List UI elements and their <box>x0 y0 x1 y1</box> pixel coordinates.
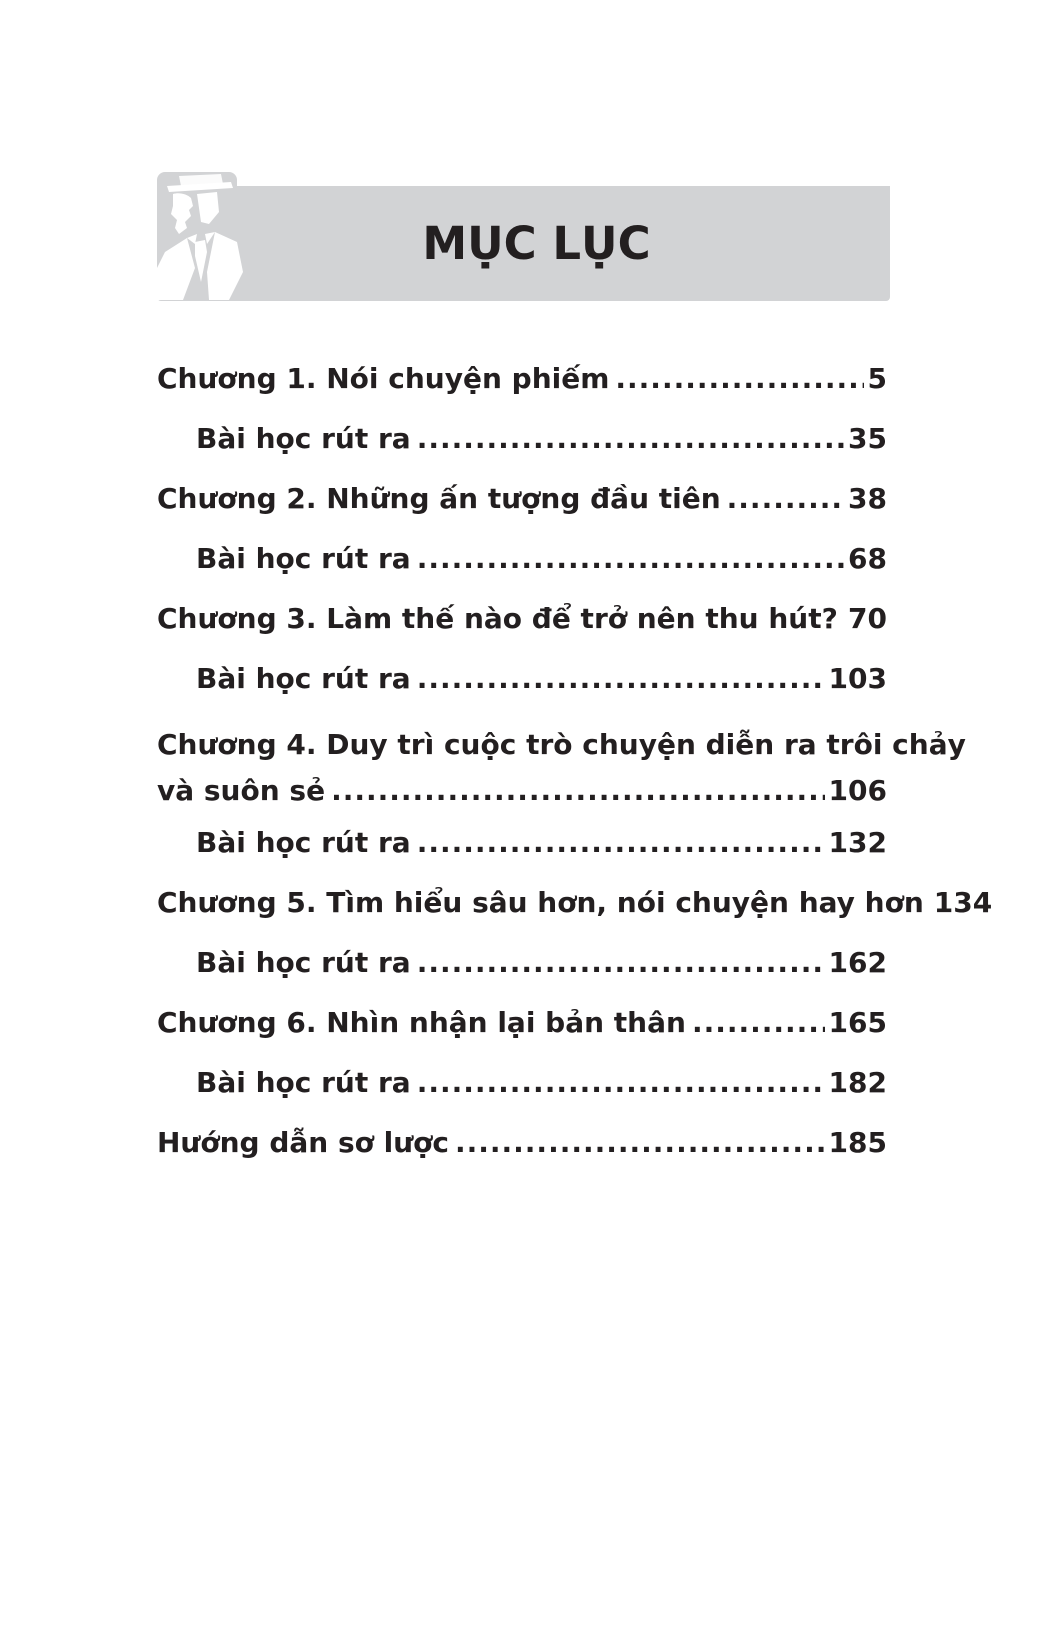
toc-entry-chapter-1[interactable] <box>157 362 887 422</box>
dot-leader <box>417 542 844 575</box>
toc-entry-page: 182 <box>828 1066 887 1099</box>
toc-entry-title: Bài học rút ra <box>196 662 411 695</box>
toc-entry-title: Chương 5. Tìm hiểu sâu hơn, nói chuyện hay hơn <box>157 886 924 919</box>
dot-leader <box>417 662 825 695</box>
toc-entry-guide[interactable] <box>157 1126 887 1186</box>
dot-leader <box>727 482 844 515</box>
toc-entry-title: Bài học rút ra <box>196 946 411 979</box>
toc-entry-chapter-5[interactable] <box>157 886 993 946</box>
toc-entry-page: 162 <box>828 946 887 979</box>
table-of-contents <box>157 362 993 1186</box>
toc-entry-lesson-3[interactable] <box>157 662 887 722</box>
toc-entry-lesson-1[interactable] <box>157 422 887 482</box>
toc-entry-title: Hướng dẫn sơ lược <box>157 1126 449 1159</box>
toc-entry-page: 35 <box>848 422 887 455</box>
toc-entry-page: 106 <box>828 774 887 807</box>
toc-entry-title: Chương 6. Nhìn nhận lại bản thân <box>157 1006 686 1039</box>
toc-entry-title: Chương 1. Nói chuyện phiếm <box>157 362 610 395</box>
toc-entry-title-continued: và suôn sẻ <box>157 774 326 807</box>
toc-entry-lesson-6[interactable] <box>157 1066 887 1126</box>
toc-entry-page: 185 <box>828 1126 887 1159</box>
dot-leader <box>417 422 844 455</box>
dot-leader <box>615 362 863 395</box>
dot-leader <box>331 768 824 814</box>
toc-entry-page: 134 <box>933 886 993 919</box>
toc-entry-page: 132 <box>828 826 887 859</box>
page-title: MỤC LỤC <box>422 217 651 270</box>
toc-entry-chapter-4[interactable] <box>157 722 966 826</box>
toc-entry-chapter-6[interactable] <box>157 1006 887 1066</box>
toc-entry-title: Chương 2. Những ấn tượng đầu tiên <box>157 482 721 515</box>
dot-leader <box>692 1006 825 1039</box>
toc-entry-lesson-5[interactable] <box>157 946 887 1006</box>
toc-entry-continuation <box>157 768 887 814</box>
toc-entry-title: Bài học rút ra <box>196 1066 411 1099</box>
toc-entry-page: 70 <box>848 602 887 635</box>
toc-entry-title: Chương 3. Làm thế nào để trở nên thu hút? <box>157 602 838 635</box>
toc-entry-chapter-2[interactable] <box>157 482 887 542</box>
toc-entry-title: Bài học rút ra <box>196 826 411 859</box>
toc-entry-title: Bài học rút ra <box>196 542 411 575</box>
toc-entry-page: 68 <box>848 542 887 575</box>
dot-leader <box>417 1066 825 1099</box>
toc-entry-page: 165 <box>828 1006 887 1039</box>
dot-leader <box>417 826 825 859</box>
toc-entry-lesson-2[interactable] <box>157 542 887 602</box>
toc-entry-chapter-3[interactable] <box>157 602 887 662</box>
toc-entry-page: 5 <box>867 362 887 395</box>
toc-entry-title: Chương 4. Duy trì cuộc trò chuyện diễn ra trôi chảy <box>157 728 966 761</box>
toc-entry-page: 103 <box>828 662 887 695</box>
dot-leader <box>455 1126 825 1159</box>
toc-entry-page: 38 <box>848 482 887 515</box>
dot-leader <box>417 946 825 979</box>
toc-entry-title: Bài học rút ra <box>196 422 411 455</box>
toc-entry-lesson-4[interactable] <box>157 826 887 886</box>
